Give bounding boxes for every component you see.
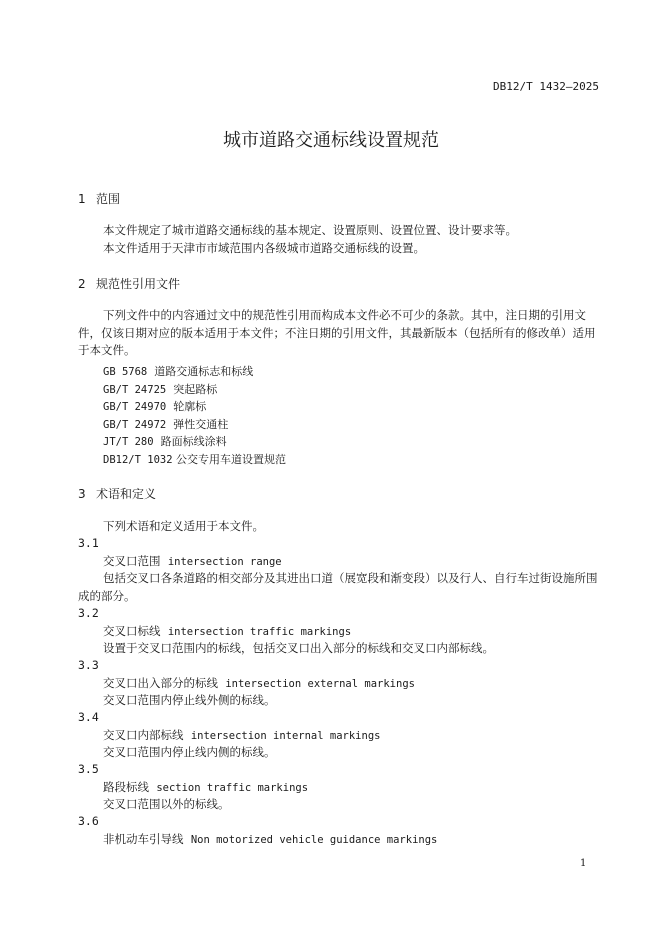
term-definition: 交叉口范围内停止线外侧的标线。 [103, 693, 276, 707]
term-english: intersection external markings [225, 678, 415, 690]
term-english: Non motorized vehicle guidance markings [190, 834, 438, 846]
term-entry [103, 623, 351, 639]
term-number: 3.6 [78, 814, 99, 828]
term-number: 3.3 [78, 658, 99, 672]
term-chinese: 非机动车引导线 [103, 832, 184, 846]
reference-title: 公交专用车道设置规范 [176, 453, 287, 466]
normative-reference [103, 433, 227, 449]
paragraph: 本文件规定了城市道路交通标线的基本规定、设置原则、设置位置、设计要求等。 [103, 223, 517, 237]
reference-title: 轮廓标 [173, 400, 207, 413]
section-title: 规范性引用文件 [96, 277, 181, 291]
term-number: 3.5 [78, 762, 99, 776]
term-number: 3.4 [78, 710, 99, 724]
standard-number: DB12/T 1432—2025 [493, 80, 599, 93]
term-entry [103, 675, 415, 691]
reference-code: DB12/T 1032 [103, 454, 173, 466]
term-chinese: 交叉口范围 [103, 554, 161, 568]
term-chinese: 交叉口内部标线 [103, 728, 184, 742]
term-definition: 包括交叉口各条道路的相交部分及其进出口道（展宽段和渐变段）以及行人、自行车过街设施所围成的部分。 [78, 571, 598, 603]
section-heading-3 [78, 485, 156, 502]
reference-code: GB 5768 [103, 366, 148, 378]
section-heading-2 [78, 275, 180, 292]
reference-title: 道路交通标志和标线 [154, 365, 254, 378]
term-chinese: 路段标线 [103, 780, 149, 794]
reference-title: 突起路标 [173, 383, 218, 396]
document-title: 城市道路交通标线设置规范 [223, 130, 439, 151]
paragraph: 下列文件中的内容通过文中的规范性引用而构成本文件必不可少的条款。其中，注日期的引用文件，仅该日期对应的版本适用于本文件；不注日期的引用文件，其最新版本（包括所有的修改单）适用于本文件。 [78, 308, 596, 357]
term-english: intersection range [167, 556, 282, 568]
term-entry [103, 779, 308, 795]
normative-reference [103, 363, 253, 379]
normative-reference [103, 398, 206, 414]
section-number: 2 [78, 277, 86, 291]
reference-title: 路面标线涂料 [160, 435, 227, 448]
term-number: 3.1 [78, 536, 99, 550]
term-english: section traffic markings [156, 782, 309, 794]
term-definition: 交叉口范围内停止线内侧的标线。 [103, 745, 276, 759]
section-heading-1 [78, 190, 120, 207]
reference-code: GB/T 24970 [103, 401, 167, 413]
term-number: 3.2 [78, 606, 99, 620]
paragraph: 本文件适用于天津市市域范围内各级城市道路交通标线的设置。 [103, 241, 425, 255]
reference-code: GB/T 24725 [103, 384, 167, 396]
term-entry [103, 553, 282, 569]
term-entry [103, 727, 380, 743]
normative-reference [103, 416, 228, 432]
term-definition: 交叉口范围以外的标线。 [103, 797, 230, 811]
reference-title: 弹性交通柱 [173, 418, 229, 431]
reference-code: GB/T 24972 [103, 419, 167, 431]
normative-reference [103, 451, 286, 467]
page-number: 1 [580, 858, 587, 869]
section-number: 1 [78, 192, 86, 206]
term-definition: 设置于交叉口范围内的标线，包括交叉口出入部分的标线和交叉口内部标线。 [103, 641, 494, 655]
section-title: 范围 [96, 192, 121, 206]
normative-reference [103, 381, 217, 397]
term-chinese: 交叉口标线 [103, 624, 161, 638]
term-chinese: 交叉口出入部分的标线 [103, 676, 218, 690]
reference-code: JT/T 280 [103, 436, 154, 448]
term-entry [103, 831, 437, 847]
section-title: 术语和定义 [96, 487, 157, 501]
term-english: intersection traffic markings [167, 626, 352, 638]
term-english: intersection internal markings [190, 730, 381, 742]
paragraph: 下列术语和定义适用于本文件。 [103, 519, 264, 533]
section-number: 3 [78, 487, 86, 501]
